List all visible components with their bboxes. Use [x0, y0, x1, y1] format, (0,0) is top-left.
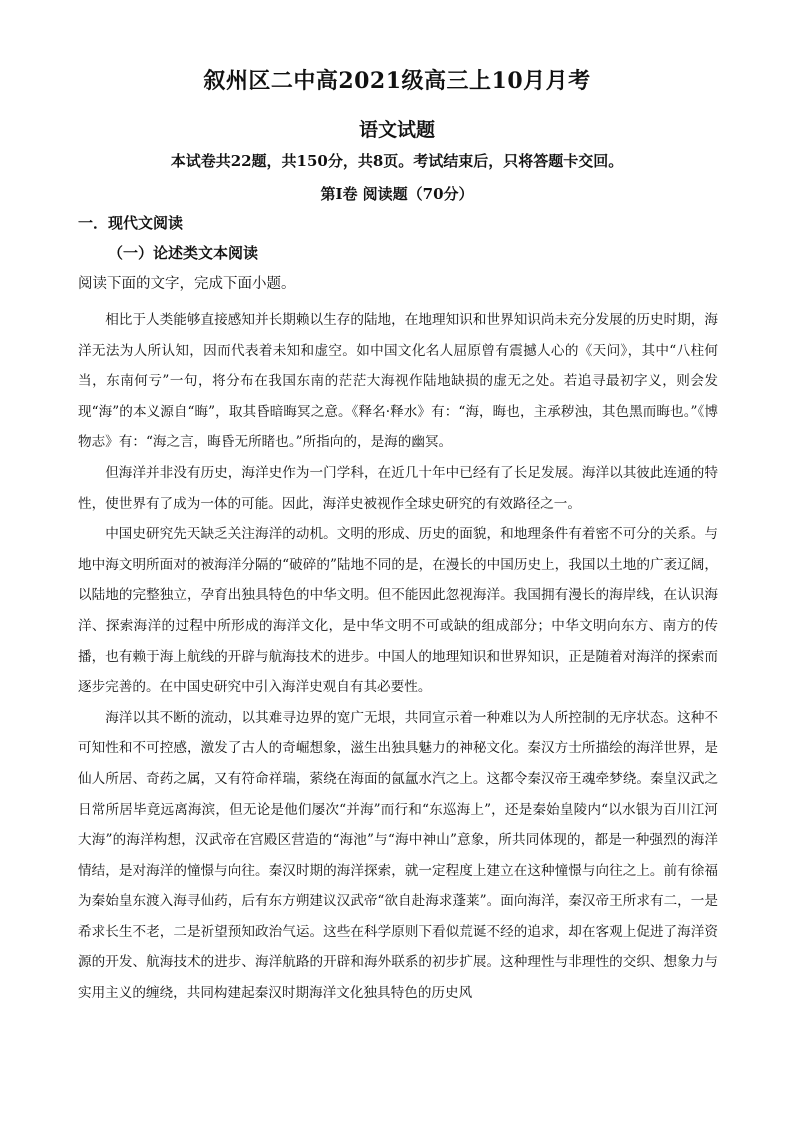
reading-instruction: 阅读下面的文字，完成下面小题。: [78, 276, 296, 292]
subsection-heading: （一）论述类文本阅读: [108, 244, 259, 262]
exam-subtitle: 语文试题: [358, 119, 435, 141]
reading-passage: [78, 305, 718, 1009]
passage-paragraph: 但海洋并非没有历史，海洋史作为一门学科，在近几十年中已经有了长足发展。海洋以其彼此连通的特性，使世界有了成为一体的可能。因此，海洋史被视作全球史研究的有效路径之一。: [78, 464, 718, 512]
volume-heading: 第I卷 阅读题（70分）: [320, 185, 474, 203]
passage-paragraph: 海洋以其不断的流动，以其难寻边界的宽广无垠，共同宣示着一种难以为人所控制的无序状态。这种不可知性和不可控感，激发了古人的奇崛想象，滋生出独具魅力的神秘文化。秦汉方士所描绘的海洋世界，是仙人所居、奇药之属，又有符命祥瑞，萦绕在海面的氤氲水汽之上。这都令秦汉帝王魂牵梦绕。秦皇汉武之日常所居毕竟远离海滨，但无论是他们屡次“并海”而行和“东巡海上”，还是秦始皇陵内“以水银为百川江河大海”的海洋构想，汉武帝在宫殿区营造的“海池”与“海中神山”意象，所共同体现的，都是一种强烈的海洋情结，是对海洋的憧憬与向往。秦汉时期的海洋探索，就一定程度上建立在这种憧憬与向往之上。前有徐福为秦始皇东渡入海寻仙药，后有东方朔建议汉武帝“欲自赴海求蓬莱”。面向海洋，秦汉帝王所求有二，一是希求长生不老，二是祈望预知政治气运。这些在科学原则下看似荒诞不经的追求，却在客观上促进了海洋资源的开发、航海技术的进步、海洋航路的开辟和海外联系的初步扩展。这种理性与非理性的交织、想象力与实用主义的缠绕，共同构建起秦汉时期海洋文化独具特色的历史风: [78, 709, 718, 1002]
section-heading: 一．现代文阅读: [78, 214, 184, 232]
exam-title: 叙州区二中高2021级高三上10月月考: [203, 68, 591, 94]
passage-paragraph: 中国史研究先天缺乏关注海洋的动机。文明的形成、历史的面貌，和地理条件有着密不可分的关系。与地中海文明所面对的被海洋分隔的“破碎的”陆地不同的是，在漫长的中国历史上，我国以土地的广袤辽阔，以陆地的完整独立，孕育出独具特色的中华文明。但不能因此忽视海洋。我国拥有漫长的海岸线，在认识海洋、探索海洋的过程中所形成的海洋文化，是中华文明不可或缺的组成部分；中华文明向东方、南方的传播，也有赖于海上航线的开辟与航海技术的进步。中国人的地理知识和世界知识，正是随着对海洋的探索而逐步完善的。在中国史研究中引入海洋史观自有其必要性。: [78, 526, 718, 696]
exam-notice: 本试卷共22题，共150分，共8页。考试结束后，只将答题卡交回。: [170, 152, 624, 170]
passage-paragraph: 相比于人类能够直接感知并长期赖以生存的陆地，在地理知识和世界知识尚未充分发展的历史时期，海洋无法为人所认知，因而代表着未知和虚空。如中国文化名人屈原曾有震撼人心的《天问》，其中“八柱何当，东南何亏”一句，将分布在我国东南的茫茫大海视作陆地缺损的虚无之处。若追寻最初字义，则会发现“海”的本义源自“晦”，取其昏暗晦冥之意。《释名·释水》有：“海，晦也，主承秽浊，其色黑而晦也。”《博物志》有：“海之言，晦昏无所睹也。”所指向的，是海的幽冥。: [78, 312, 718, 451]
